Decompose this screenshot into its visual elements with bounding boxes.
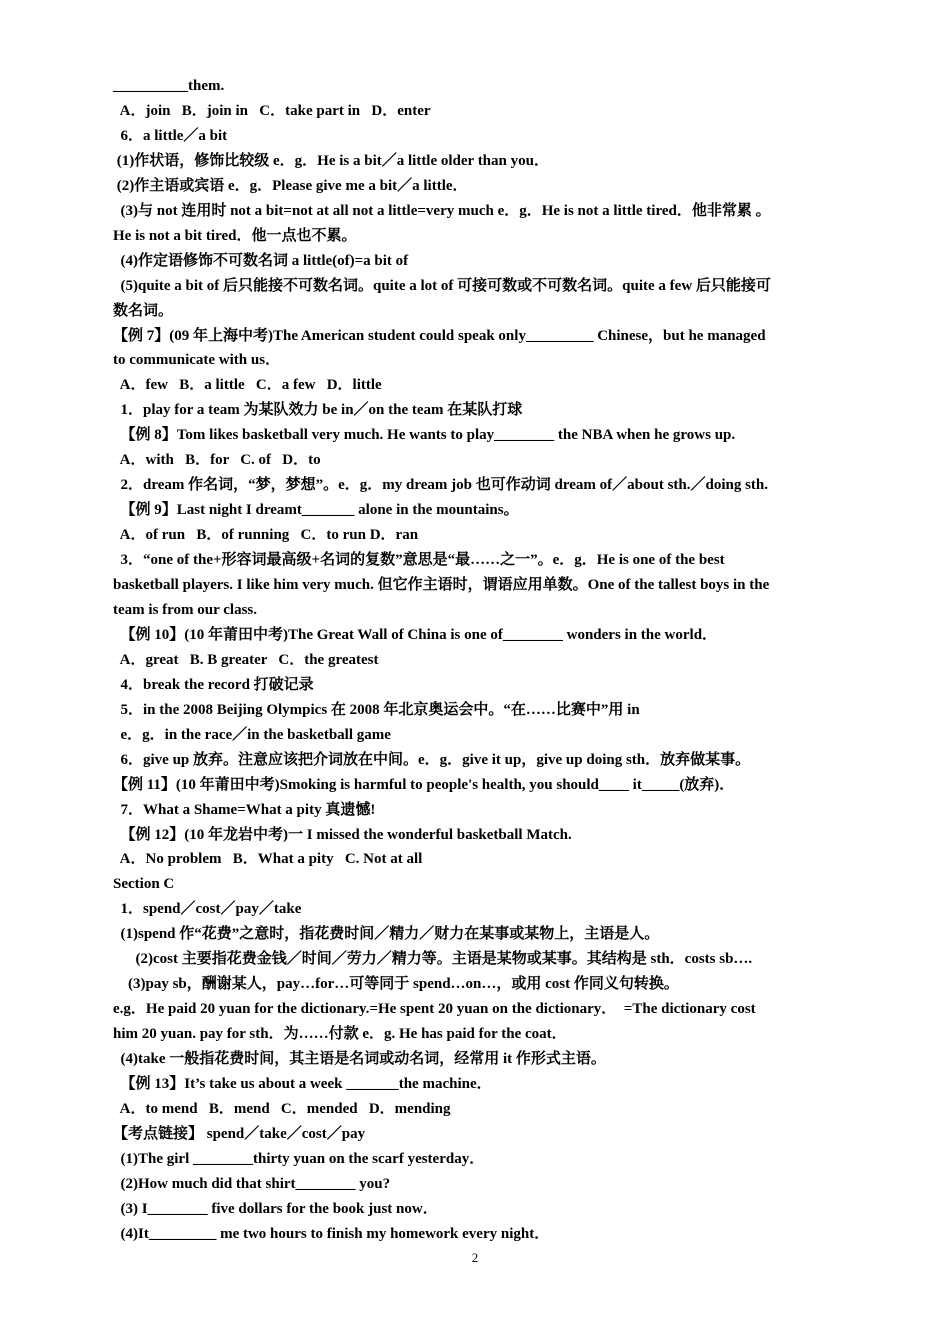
text-line: 1．play for a team 为某队效力 be in／on the team 在某队打球 <box>113 402 523 419</box>
text-line: A．join B．join in C．take part in D．enter <box>113 102 431 119</box>
text-line: (3)pay sb，酬谢某人，pay…for…可等同于 spend…on…，或用 cost 作同义句转换。 <box>113 976 679 993</box>
text-line: 【例 11】(10 年莆田中考)Smoking is harmful to people's health, you should____ it_____(放弃)． <box>113 776 735 793</box>
text-line: __________them. <box>113 78 225 94</box>
text-line: basketball players. I like him very much. 但它作主语时，谓语应用单数。One of the tallest boys in the <box>113 577 770 593</box>
text-line: 【例 10】(10 年莆田中考)The Great Wall of China is one of________ wonders in the world． <box>113 626 718 643</box>
text-line: to communicate with us． <box>113 352 281 369</box>
text-line: e.g．He paid 20 yuan for the dictionary.=He spent 20 yuan on the dictionary． =The dictionary cost <box>113 1001 756 1018</box>
text-line: A．few B．a little C．a few D．little <box>113 377 382 394</box>
text-line: e．g．in the race／in the basketball game <box>113 726 391 743</box>
page-number: 2 <box>471 1250 479 1265</box>
text-line: (2)How much did that shirt________ you? <box>113 1175 391 1192</box>
text-line: (1)作状语，修饰比较级 e．g．He is a bit／a little older than you． <box>113 152 549 169</box>
text-line: A．No problem B．What a pity C. Not at all <box>113 851 423 868</box>
text-line: (3)与 not 连用时 not a bit=not at all not a little=very much e．g．He is not a little tired．他非常累 。 <box>113 202 771 219</box>
text-line: 【例 12】(10 年龙岩中考)一 I missed the wonderful basketball Match. <box>113 826 572 843</box>
text-line: (5)quite a bit of 后只能接不可数名词。quite a lot of 可接可数或不可数名词。quite a few 后只能接可 <box>113 277 771 294</box>
text-line: 【例 8】Tom likes basketball very much. He wants to play________ the NBA when he grows up. <box>113 427 736 444</box>
text-line: (4)作定语修饰不可数名词 a little(of)=a bit of <box>113 252 409 269</box>
text-line: (3) I________ five dollars for the book just now． <box>113 1200 438 1217</box>
text-line: A．to mend B．mend C．mended D．mending <box>113 1100 451 1117</box>
text-line: He is not a bit tired．他一点也不累。 <box>113 227 357 244</box>
text-line: Section C <box>113 876 175 893</box>
text-line: A．with B．for C. of D．to <box>113 452 321 469</box>
text-line: 数名词。 <box>113 302 174 319</box>
text-line: 6．give up 放弃。注意应该把介词放在中间。e．g．give it up，give up doing sth．放弃做某事。 <box>113 751 751 768</box>
text-line: 7．What a Shame=What a pity 真遗憾! <box>113 801 376 818</box>
text-line: 2．dream 作名词，“梦，梦想”。e．g．my dream job 也可作动词 dream of／about sth.／doing sth. <box>113 477 769 494</box>
text-line: team is from our class. <box>113 601 258 618</box>
text-line: 【例 9】Last night I dreamt_______ alone in the mountains。 <box>113 502 519 519</box>
text-line: A．of run B．of running C．to run D．ran <box>113 527 419 544</box>
text-line: 5．in the 2008 Beijing Olympics 在 2008 年北京奥运会中。“在……比赛中”用 in <box>113 701 640 718</box>
text-line: 1．spend／cost／pay／take <box>113 901 302 918</box>
text-line: (2)作主语或宾语 e．g．Please give me a bit／a little． <box>113 177 468 194</box>
text-line: 【考点链接】 spend／take／cost／pay <box>113 1125 366 1142</box>
text-line: (4)take 一般指花费时间，其主语是名词或动名词，经常用 it 作形式主语。 <box>113 1051 606 1068</box>
text-line: him 20 yuan. pay for sth．为……付款 e．g. He has paid for the coat． <box>113 1026 567 1043</box>
text-line: (4)It_________ me two hours to finish my homework every night． <box>113 1225 550 1242</box>
text-line: 6．a little／a bit <box>113 127 228 144</box>
text-line: 4．break the record 打破记录 <box>113 676 314 693</box>
text-line: (2)cost 主要指花费金钱／时间／劳力／精力等。主语是某物或某事。其结构是 sth．costs sb…. <box>113 951 753 968</box>
text-line: (1)spend 作“花费”之意时，指花费时间／精力／财力在某事或某物上，主语是人。 <box>113 926 660 943</box>
text-line: 【例 7】(09 年上海中考)The American student could speak only_________ Chinese，but he managed <box>113 327 766 344</box>
text-line: A．great B. B greater C．the greatest <box>113 651 379 668</box>
text-line: 3．“one of the+形容词最高级+名词的复数”意思是“最……之一”。e．g．He is one of the best <box>113 552 725 569</box>
text-line: 【例 13】It’s take us about a week _______the machine． <box>113 1076 492 1092</box>
text-line: (1)The girl ________thirty yuan on the scarf yesterday． <box>113 1150 485 1167</box>
